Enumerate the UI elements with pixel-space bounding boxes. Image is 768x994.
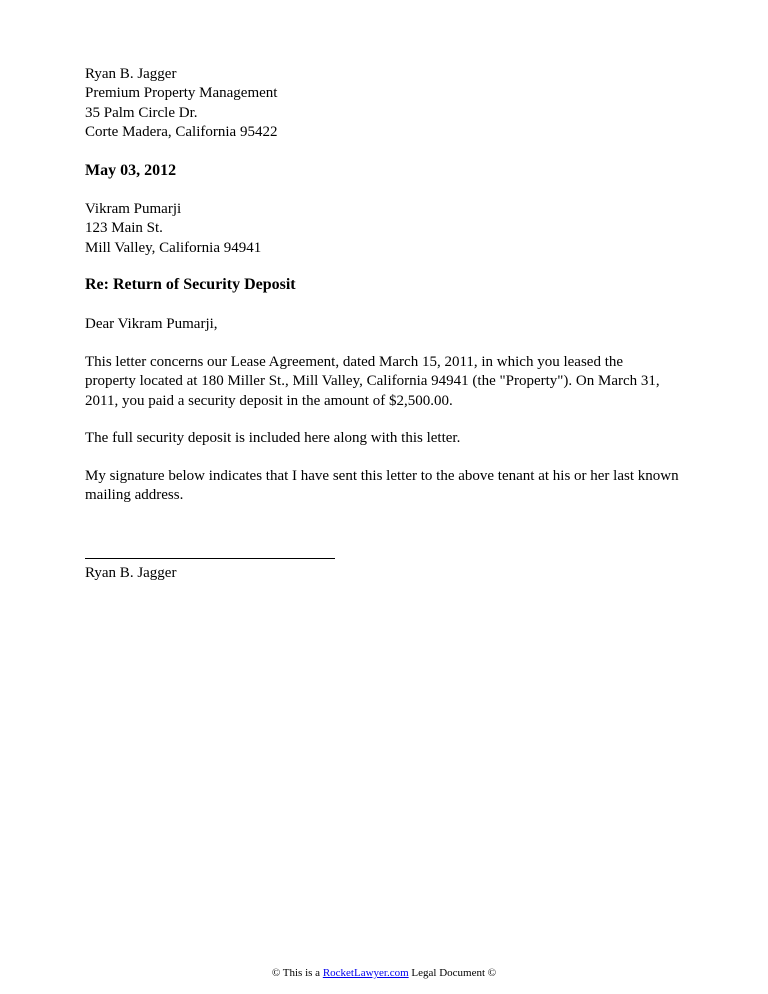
body-paragraph-1-line: This letter concerns our Lease Agreement, dated March 15, 2011, in which you leased the	[85, 354, 624, 370]
sender-street: 35 Palm Circle Dr.	[85, 104, 198, 121]
recipient-address-block	[85, 200, 695, 258]
sender-city-state-zip: Corte Madera, California 95422	[85, 123, 278, 140]
body-paragraph-1-line: 2011, you paid a security deposit in the amount of $2,500.00.	[85, 392, 453, 409]
recipient-street: 123 Main St.	[85, 220, 163, 237]
footer-notice	[0, 966, 768, 980]
body-paragraph-3-line: My signature below indicates that I have sent this letter to the above tenant at his or her last known	[85, 468, 679, 484]
sender-company: Premium Property Management	[85, 85, 278, 102]
body-paragraph-3-line: mailing address.	[85, 487, 184, 504]
letter-date: May 03, 2012	[85, 162, 177, 179]
recipient-name: Vikram Pumarji	[85, 201, 182, 217]
body-paragraph-2: The full security deposit is included here along with this letter.	[85, 430, 461, 446]
body-paragraph-1	[85, 353, 695, 411]
sender-address-block	[85, 65, 695, 142]
sender-name: Ryan B. Jagger	[85, 66, 177, 82]
signature-line	[85, 558, 335, 559]
recipient-city-state-zip: Mill Valley, California 94941	[85, 239, 262, 256]
footer-suffix: Legal Document ©	[408, 967, 497, 979]
letter-subject: Re: Return of Security Deposit	[85, 276, 296, 293]
rocketlawyer-link[interactable]: RocketLawyer.com	[322, 967, 409, 979]
footer-prefix: © This is a	[271, 967, 323, 979]
signature-name: Ryan B. Jagger	[85, 565, 177, 581]
body-paragraph-1-line: property located at 180 Miller St., Mill Valley, California 94941 (the "Property"). On March 31,	[85, 373, 660, 390]
salutation: Dear Vikram Pumarji,	[85, 316, 218, 332]
body-paragraph-3	[85, 467, 695, 506]
